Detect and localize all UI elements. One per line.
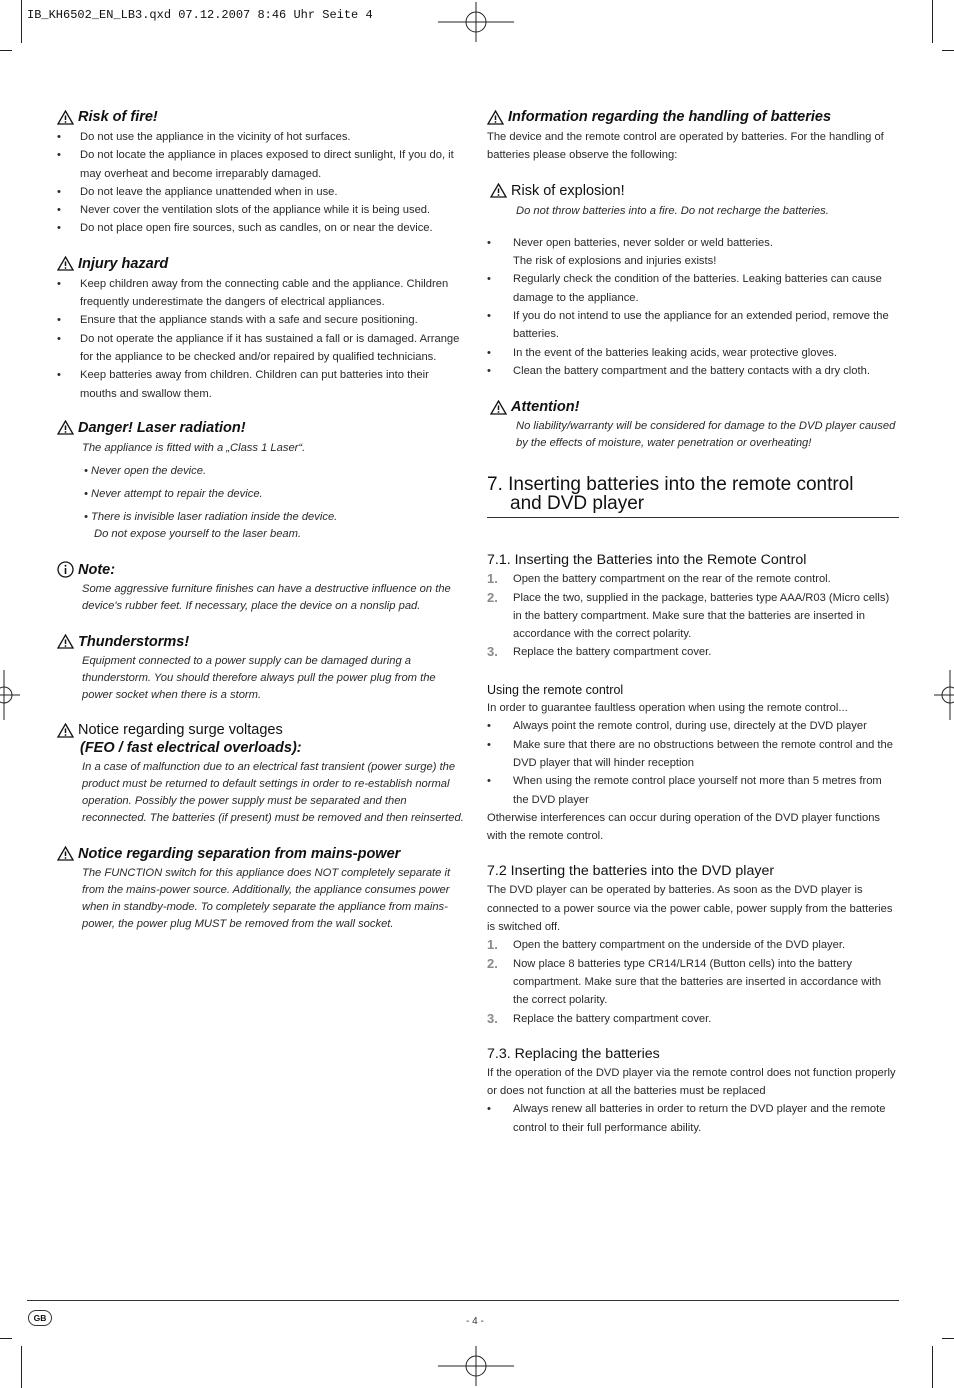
injury-list <box>57 275 467 403</box>
attention-section <box>487 397 899 452</box>
section-7-1-steps <box>487 570 899 661</box>
note-section <box>57 560 467 615</box>
list-item: • If you do not intend to use the appliance for an extended period, remove the batteries. <box>487 307 899 344</box>
warning-icon <box>490 400 507 415</box>
section-7-3-title: 7.3. Replacing the batteries <box>487 1045 660 1062</box>
fire-heading <box>57 107 467 127</box>
separation-heading <box>57 844 467 864</box>
laser-intro: The appliance is fitted with a „Class 1 Laser“. <box>82 441 306 454</box>
battery-info-title: Information regarding the handling of batteries <box>508 109 832 125</box>
thunderstorm-heading <box>57 632 467 652</box>
injury-heading <box>57 254 467 274</box>
crop-mark <box>942 1338 954 1339</box>
step-number: 2. <box>487 589 498 605</box>
thunderstorm-title: Thunderstorms! <box>78 633 190 650</box>
section-7-2-steps <box>487 936 899 1027</box>
chapter-divider <box>487 517 899 518</box>
list-item: • When using the remote control place yourself not more than 5 metres from the DVD player <box>487 772 899 809</box>
battery-info-heading <box>487 107 899 127</box>
laser-section <box>57 418 467 543</box>
separation-section <box>57 844 467 933</box>
step-text: Replace the battery compartment cover. <box>513 1012 712 1025</box>
using-remote-title: Using the remote control <box>487 682 624 697</box>
list-item: • In the event of the batteries leaking acids, wear protective gloves. <box>487 344 899 362</box>
list-item: • Do not locate the appliance in places exposed to direct sunlight, If you do, it may overheat and become irreparably damaged. <box>57 146 467 183</box>
fire-title: Risk of fire! <box>78 109 158 125</box>
registration-mark-right <box>934 670 954 720</box>
section-7-2-intro: The DVD player can be operated by batteries. As soon as the DVD player is connected to a power source via the power cable, power supply from the batteries is switched off. <box>487 884 893 934</box>
step-item <box>487 570 899 588</box>
using-remote-section <box>487 681 899 846</box>
step-text: Open the battery compartment on the underside of the DVD player. <box>513 939 846 952</box>
list-item: • Never cover the ventilation slots of the appliance while it is being used. <box>57 201 467 219</box>
section-7-3-intro: If the operation of the DVD player via the remote control does not function properly or does not function at all the batteries must be replaced <box>487 1066 896 1098</box>
chapter-title <box>487 475 899 513</box>
warning-icon <box>490 183 507 198</box>
list-item: • Ensure that the appliance stands with a safe and secure positioning. <box>57 311 467 329</box>
list-item: • Do not leave the appliance unattended when in use. <box>57 183 467 201</box>
warning-icon <box>57 846 74 861</box>
crop-mark <box>21 1346 22 1388</box>
left-column <box>57 107 467 933</box>
file-slug: IB_KH6502_EN_LB3.qxd 07.12.2007 8:46 Uhr Seite 4 <box>27 8 373 22</box>
crop-mark <box>932 1346 933 1388</box>
list-item: • Always renew all batteries in order to return the DVD player and the remote control to their full performance ability. <box>487 1100 899 1137</box>
footer-divider <box>27 1300 899 1301</box>
chapter-7-heading <box>487 475 899 518</box>
list-item-text: The risk of explosions and injuries exists! <box>513 255 717 268</box>
laser-item: • Never open the device. <box>84 465 207 478</box>
step-item <box>487 955 899 1010</box>
warning-icon <box>57 634 74 649</box>
page-number: - 4 - <box>466 1316 484 1327</box>
warning-icon <box>57 420 74 435</box>
step-text: Now place 8 batteries type CR14/LR14 (Button cells) into the battery compartment. Make sure that the batteries are inserted in accordance with the correct polarity. <box>513 957 882 1007</box>
list-item: • Do not operate the appliance if it has sustained a fall or is damaged. Arrange for the appliance to be checked and/or repaired by qualified technicians. <box>57 330 467 367</box>
attention-text: No liability/warranty will be considered for damage to the DVD player caused by the effects of moisture, water penetration or overheating! <box>516 420 896 450</box>
fire-section <box>57 107 467 238</box>
step-item <box>487 1010 899 1028</box>
section-7-2 <box>487 862 899 1027</box>
surge-heading <box>57 721 467 757</box>
list-item: • Do not place open fire sources, such as candles, on or near the device. <box>57 219 467 237</box>
surge-title <box>78 721 302 757</box>
explosion-list <box>487 234 899 380</box>
laser-heading <box>57 418 467 438</box>
laser-title: Danger! Laser radiation! <box>78 419 246 436</box>
section-7-3 <box>487 1045 899 1137</box>
section-7-3-list <box>487 1100 899 1137</box>
list-item: • Clean the battery compartment and the battery contacts with a dry cloth. <box>487 362 899 380</box>
surge-section <box>57 721 467 827</box>
thunderstorm-section <box>57 632 467 704</box>
step-text: Open the battery compartment on the rear of the remote control. <box>513 573 831 586</box>
list-item: • Make sure that there are no obstructions between the remote control and the DVD player that will hinder reception <box>487 736 899 773</box>
using-remote-list <box>487 717 899 808</box>
crop-mark <box>942 50 954 51</box>
language-badge: GB <box>28 1310 52 1326</box>
separation-title: Notice regarding separation from mains-power <box>78 845 401 862</box>
warning-icon <box>57 256 74 271</box>
surge-text: In a case of malfunction due to an electrical fast transient (power surge) the product must be returned to default settings in order to re-establish normal operation. Possibly the power supply must be separated and then reconnected. The batteries (if present) must be removed and then reinserted. <box>82 760 464 824</box>
section-7-1-title: 7.1. Inserting the Batteries into the Remote Control <box>487 552 807 569</box>
registration-mark-left <box>0 670 20 720</box>
note-heading <box>57 560 467 580</box>
chapter-title-line2: and DVD player <box>510 493 645 515</box>
list-item: • Regularly check the condition of the batteries. Leaking batteries can cause damage to the appliance. <box>487 270 899 307</box>
step-item <box>487 936 899 954</box>
separation-text: The FUNCTION switch for this appliance does NOT completely separate it from the mains-power source. Additionally, the appliance consumes power when in standby-mode. To completely separate the appliance from mains-power, the power plug MUST be removed from the wall socket. <box>82 866 451 930</box>
list-item-text: Never open batteries, never solder or weld batteries. <box>513 236 773 249</box>
section-7-2-title: 7.2 Inserting the batteries into the DVD player <box>487 863 775 880</box>
right-column <box>487 107 899 1137</box>
step-text: Replace the battery compartment cover. <box>513 646 712 659</box>
step-number: 3. <box>487 644 498 660</box>
surge-title-line2: (FEO / fast electrical overloads): <box>80 739 302 756</box>
registration-mark-bottom <box>438 1346 514 1386</box>
laser-item: Do not expose yourself to the laser beam. <box>94 527 302 540</box>
step-item <box>487 643 899 661</box>
step-number: 2. <box>487 955 498 971</box>
registration-mark-top <box>438 2 514 42</box>
crop-mark <box>932 0 933 43</box>
step-text: Place the two, supplied in the package, batteries type AAA/R03 (Micro cells) in the battery compartment. Make sure that the batteries are inserted in accordance with the correct polarity. <box>513 591 890 641</box>
step-item <box>487 589 899 644</box>
laser-item: • Never attempt to repair the device. <box>84 488 263 501</box>
list-item <box>487 234 899 271</box>
note-title: Note: <box>78 561 116 578</box>
explosion-section <box>487 181 899 381</box>
step-number: 1. <box>487 571 498 587</box>
battery-info-section <box>487 107 899 165</box>
note-text: Some aggressive furniture finishes can have a destructive influence on the device's rubber feet. If necessary, place the device on a nonslip pad. <box>82 582 451 612</box>
list-item: • Always point the remote control, during use, directely at the DVD player <box>487 717 899 735</box>
using-remote-intro: In order to guarantee faultless operation when using the remote control... <box>487 702 848 715</box>
step-number: 3. <box>487 1010 498 1026</box>
warning-icon <box>57 723 74 738</box>
laser-item: • There is invisible laser radiation inside the device. <box>84 510 338 523</box>
warning-icon <box>487 110 504 125</box>
list-item: • Keep batteries away from children. Children can put batteries into their mouths and swallow them. <box>57 366 467 403</box>
crop-mark <box>0 1338 12 1339</box>
step-number: 1. <box>487 937 498 953</box>
thunderstorm-text: Equipment connected to a power supply can be damaged during a thunderstorm. You should therefore always pull the power plug from the power socket when there is a storm. <box>82 654 436 701</box>
info-icon <box>57 561 74 578</box>
crop-mark <box>0 50 12 51</box>
injury-section <box>57 254 467 403</box>
warning-icon <box>57 110 74 125</box>
battery-info-text: The device and the remote control are operated by batteries. For the handling of batteries please observe the following: <box>487 131 884 162</box>
attention-heading <box>487 397 899 417</box>
list-item: • Keep children away from the connecting cable and the appliance. Children frequently underestimate the dangers of electrical appliances. <box>57 275 467 312</box>
fire-list <box>57 128 467 238</box>
injury-title: Injury hazard <box>78 255 169 272</box>
list-item: • Do not use the appliance in the vicinity of hot surfaces. <box>57 128 467 146</box>
chapter-title-line1: 7. Inserting batteries into the remote control <box>487 474 854 496</box>
explosion-heading <box>487 181 899 201</box>
explosion-text: Do not throw batteries into a fire. Do not recharge the batteries. <box>516 204 829 217</box>
attention-title: Attention! <box>511 399 580 416</box>
crop-mark <box>21 0 22 43</box>
using-remote-outro: Otherwise interferences can occur during operation of the DVD player functions with the remote control. <box>487 811 881 843</box>
surge-title-line1: Notice regarding surge voltages <box>78 721 283 738</box>
explosion-title: Risk of explosion! <box>511 182 625 199</box>
section-7-1 <box>487 551 899 661</box>
